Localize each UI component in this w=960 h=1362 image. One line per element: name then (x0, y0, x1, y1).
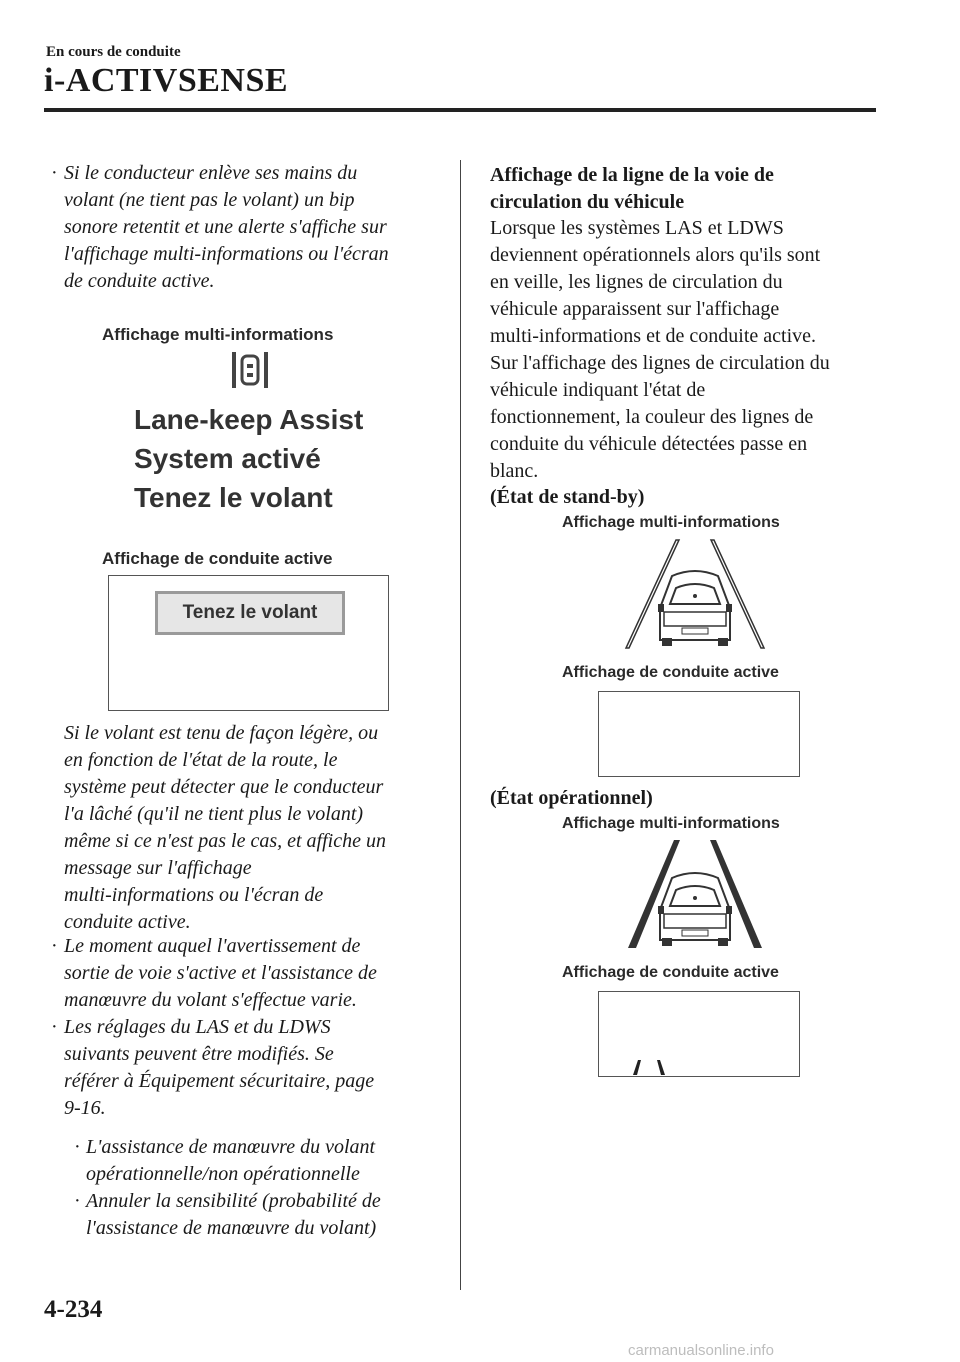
bullet-settings (64, 1014, 449, 1122)
figure-label-mid: Affichage multi-informations (102, 325, 334, 344)
text-line: Lorsque les systèmes LAS et LDWS (490, 217, 784, 239)
text-line: Annuler la sensibilité (probabilité de (86, 1190, 381, 1212)
car-icon (658, 571, 732, 646)
operational-active-display-box (598, 991, 800, 1077)
message-line: Tenez le volant (134, 482, 333, 513)
active-display-box (108, 575, 389, 711)
text-line: en fonction de l'état de la route, le (64, 749, 338, 771)
text-line: suivants peuvent être modifiés. Se (64, 1043, 334, 1065)
bullet-dot: · (51, 935, 58, 957)
lka-message (134, 400, 363, 517)
text-line: en veille, les lignes de circulation du (490, 271, 783, 293)
text-line: Si le volant est tenu de façon légère, ou (64, 722, 379, 744)
text-line: conduite active. (64, 911, 191, 933)
header-rule (44, 108, 876, 112)
text-line: deviennent opérationnels alors qu'ils sont (490, 244, 821, 266)
text-line: de conduite active. (64, 270, 215, 292)
operational-lane-car-icon (620, 840, 770, 950)
text-line: Si le conducteur enlève ses mains du (64, 162, 358, 184)
figure-label-mid: Affichage multi-informations (562, 815, 780, 832)
text-line: message sur l'affichage (64, 857, 252, 879)
text-line: L'assistance de manœuvre du volant (86, 1136, 376, 1158)
text-line: conduite du véhicule détectées passe en (490, 433, 808, 455)
text-line: système peut détecter que le conducteur (64, 776, 384, 798)
text-line: opérationnelle/non opérationnelle (86, 1163, 360, 1185)
text-line: l'a lâché (qu'il ne tient plus le volant) (64, 803, 364, 825)
text-line: blanc. (490, 460, 539, 482)
operational-title: (État opérationnel) (490, 787, 653, 809)
sub-bullet-sensitivity (86, 1188, 451, 1242)
chapter-title: i-ACTIVSENSE (44, 62, 289, 99)
bullet-dot: · (74, 1190, 81, 1212)
figure-label-ad: Affichage de conduite active (562, 664, 779, 681)
lane-marks-icon (629, 1058, 669, 1076)
text-line: sortie de voie s'active et l'assistance de (64, 962, 377, 984)
text-line: multi-informations et de conduite active. (490, 325, 817, 347)
heading-line: Affichage de la ligne de la voie de (490, 164, 774, 186)
sub-bullet-steering-assist (86, 1134, 451, 1188)
text-line: multi-informations ou l'écran de (64, 884, 324, 906)
text-line: Les réglages du LAS et du LDWS (64, 1016, 331, 1038)
light-grip-paragraph (64, 720, 449, 936)
text-line: même si ce n'est pas le cas, et affiche un (64, 830, 386, 852)
page-number: 4-234 (44, 1296, 103, 1323)
lane-line-body (490, 215, 882, 485)
section-label: En cours de conduite (46, 44, 181, 60)
bullet-dot: · (51, 1016, 58, 1038)
hold-wheel-banner: Tenez le volant (155, 591, 345, 635)
heading-line: circulation du véhicule (490, 191, 685, 213)
text-line: l'affichage multi-informations ou l'écran (64, 243, 389, 265)
figure-label-ad: Affichage de conduite active (562, 964, 779, 981)
text-line: référer à Équipement sécuritaire, page (64, 1070, 375, 1092)
message-line: System activé (134, 443, 321, 474)
lane-line-heading (490, 162, 880, 216)
column-divider (460, 160, 461, 1290)
text-line: Sur l'affichage des lignes de circulation du (490, 352, 830, 374)
bullet-dot: · (51, 162, 58, 184)
message-line: Lane-keep Assist (134, 404, 364, 435)
figure-label-ad: Affichage de conduite active (102, 549, 333, 568)
bullet-dot: · (74, 1136, 81, 1158)
text-line: véhicule apparaissent sur l'affichage (490, 298, 780, 320)
watermark: carmanualsonline.info (628, 1342, 774, 1359)
text-line: véhicule indiquant l'état de (490, 379, 706, 401)
text-line: 9-16. (64, 1097, 106, 1119)
text-line: sonore retentit et une alerte s'affiche sur (64, 216, 387, 238)
text-line: manœuvre du volant s'effectue varie. (64, 989, 357, 1011)
standby-active-display-box (598, 691, 800, 777)
standby-title: (État de stand-by) (490, 486, 645, 508)
text-line: Le moment auquel l'avertissement de (64, 935, 361, 957)
bullet-hands-off (64, 160, 444, 295)
text-line: volant (ne tient pas le volant) un bip (64, 189, 355, 211)
bullet-timing (64, 933, 449, 1014)
hands-on-wheel-warning-icon (230, 350, 270, 390)
figure-label-mid: Affichage multi-informations (562, 514, 780, 531)
standby-lane-car-icon (620, 538, 770, 650)
text-line: fonctionnement, la couleur des lignes de (490, 406, 814, 428)
text-line: l'assistance de manœuvre du volant) (86, 1217, 377, 1239)
